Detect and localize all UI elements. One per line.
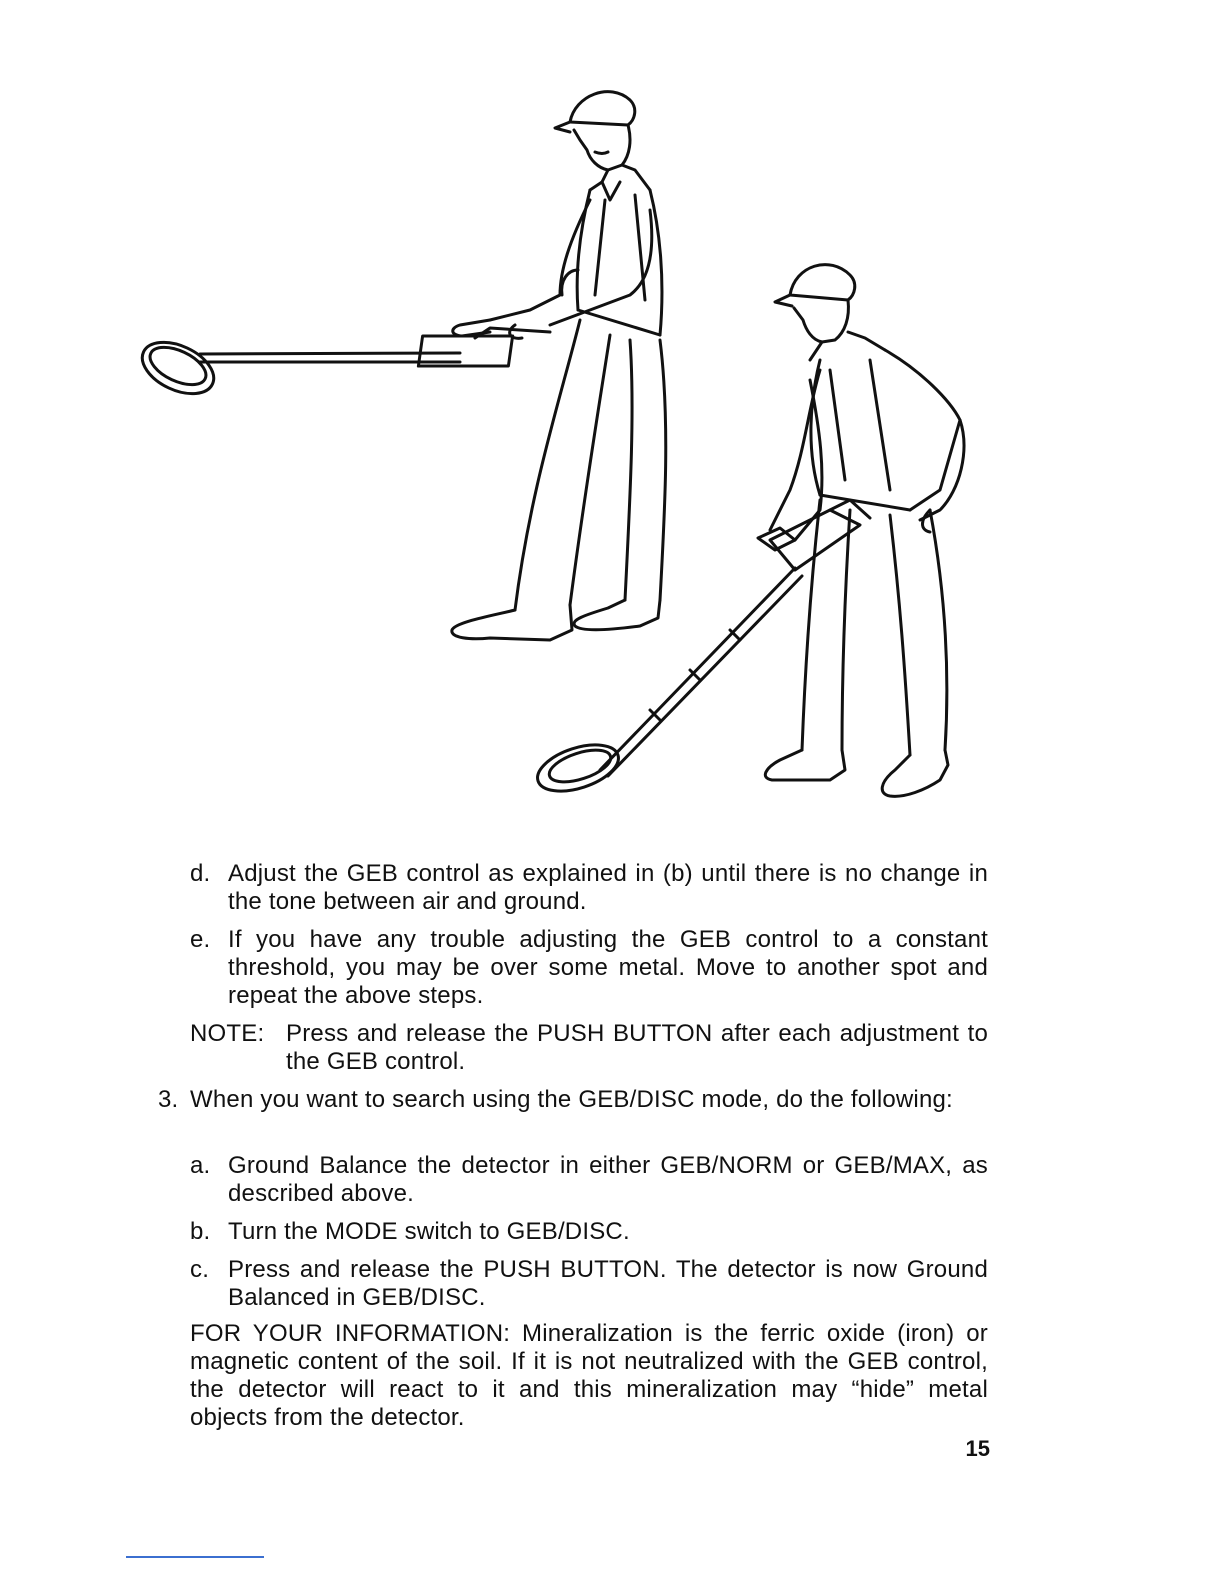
step-e-label: e. [190, 926, 211, 953]
step-3-text: When you want to search using the GEB/DISC mode, do the following: [190, 1086, 953, 1113]
substep-a-text: Ground Balance the detector in either GEB/NORM or GEB/MAX, as described above. [228, 1152, 988, 1207]
page-number: 15 [965, 1436, 990, 1461]
detector-2 [532, 500, 870, 800]
note-label: NOTE: [190, 1020, 265, 1047]
footer-rule [126, 1556, 264, 1558]
detector-1 [134, 328, 550, 404]
substep-c-text: Press and release the PUSH BUTTON. The detector is now Ground Balanced in GEB/DISC. [228, 1256, 988, 1311]
note-text: Press and release the PUSH BUTTON after each adjustment to the GEB control. [286, 1020, 988, 1075]
fyi-text: FOR YOUR INFORMATION: Mineralization is the ferric oxide (iron) or magnetic content of the soil. If it is not neutralized with the GEB control, the detector will react to it and this mineralization may “hide” metal objects from the detector. [190, 1320, 988, 1431]
step-e-text: If you have any trouble adjusting the GEB control to a constant threshold, you may be over some metal. Move to another spot and repeat the above steps. [228, 926, 988, 1009]
substep-b-text: Turn the MODE switch to GEB/DISC. [228, 1218, 630, 1245]
substep-a-label: a. [190, 1152, 211, 1179]
metal-detector-illustration [130, 70, 990, 830]
step-3-label: 3. [158, 1086, 179, 1113]
step-d-text: Adjust the GEB control as explained in (b) until there is no change in the tone between air and ground. [228, 860, 988, 915]
step-d-label: d. [190, 860, 211, 887]
substep-b-label: b. [190, 1218, 211, 1245]
substep-c-label: c. [190, 1256, 210, 1283]
